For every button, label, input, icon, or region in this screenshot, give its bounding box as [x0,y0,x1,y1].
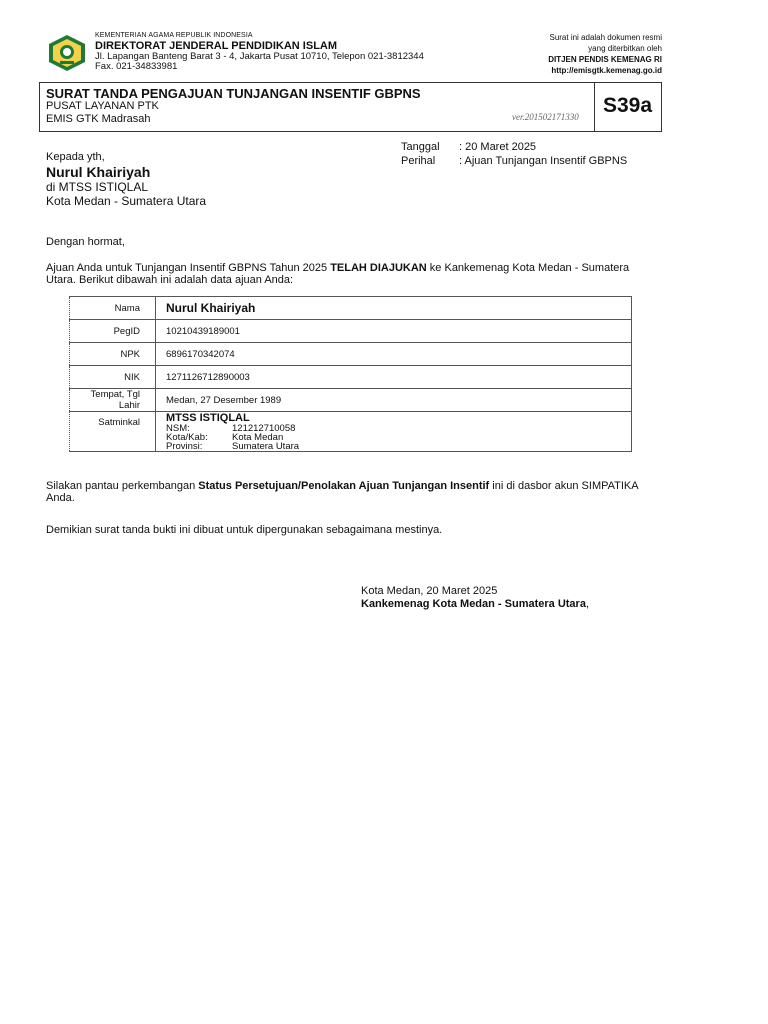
office-name: Kankemenag Kota Medan - Sumatera Utara [361,598,586,610]
submission-data-table [69,296,632,452]
closing-paragraph: Demikian surat tanda bukti ini dibuat untuk dipergunakan sebagaimana mestinya. [46,524,443,536]
kemenag-logo-icon [46,34,88,72]
provinsi-label: Provinsi: [166,441,203,452]
recipient-institution: di MTSS ISTIQLAL [46,180,149,194]
intro-text: Ajuan Anda untuk Tunjangan Insentif GBPNS Tahun 2025 [46,262,331,274]
provinsi-value: Sumatera Utara [232,441,300,452]
address-line: Jl. Lapangan Banteng Barat 3 - 4, Jakarta Pusat 10710, Telepon 021-3812344 [95,51,424,62]
table-row-satminkal [70,412,632,452]
table-row [70,320,632,343]
satminkal-value [156,412,632,452]
date-label: Tanggal [401,141,440,153]
intro-text: Utara. Berikut dibawah ini adalah data ajuan Anda: [46,274,294,286]
official-issuer: DITJEN PENDIS KEMENAG RI [548,55,662,64]
date-value: : 20 Maret 2025 [459,141,537,153]
official-line: yang diterbitkan oleh [588,44,662,53]
monitor-text: Silakan pantau perkembangan [46,480,199,492]
table-row [70,366,632,389]
nsm-value: 121212710058 [232,423,296,434]
official-line: Surat ini adalah dokumen resmi [549,33,662,42]
monitor-text: Anda. [46,492,75,504]
signature-office [361,598,589,610]
status-emphasis: Status Persetujuan/Penolakan Ajuan Tunjangan Insentif [198,480,490,492]
recipient-location: Kota Medan - Sumatera Utara [46,194,207,208]
row-label: NPK [70,343,156,366]
row-label: Nama [70,297,156,320]
row-value-name: Nurul Khairiyah [156,297,632,320]
fax-line: Fax. 021-34833981 [95,61,178,72]
document-version: ver.201502171330 [512,112,579,122]
document-title: SURAT TANDA PENGAJUAN TUNJANGAN INSENTIF GBPNS [46,86,421,101]
recipient-intro: Kepada yth, [46,151,105,163]
directorate-address [95,52,424,72]
greeting: Dengan hormat, [46,236,125,248]
row-label: PegID [70,320,156,343]
document-subtitle-2: EMIS GTK Madrasah [46,113,151,125]
signature-city-date: Kota Medan, 20 Maret 2025 [361,585,498,597]
official-notice [548,32,662,76]
ministry-name: KEMENTERIAN AGAMA REPUBLIK INDONESIA [95,32,253,39]
recipient-name: Nurul Khairiyah [46,164,151,180]
table-row [70,343,632,366]
subject-label: Perihal [401,155,436,167]
table-row [70,389,632,412]
row-label: Satminkal [70,412,156,452]
directorate-name: DIREKTORAT JENDERAL PENDIDIKAN ISLAM [95,40,338,52]
form-code: S39a [603,94,653,117]
row-value: Medan, 27 Desember 1989 [156,389,632,412]
intro-paragraph [46,262,666,286]
document-subtitle: PUSAT LAYANAN PTK [46,100,159,112]
row-label: Tempat, Tgl Lahir [70,389,156,412]
satminkal-provinsi [166,442,631,451]
row-value: 10210439189001 [156,320,632,343]
monitoring-paragraph [46,480,666,504]
kota-label: Kota/Kab: [166,432,208,443]
table-row [70,297,632,320]
satminkal-name: MTSS ISTIQLAL [166,412,250,424]
official-url: http://emisgtk.kemenag.go.id [551,66,662,75]
row-value: 6896170342074 [156,343,632,366]
monitor-text: ini di dasbor akun SIMPATIKA [489,480,639,492]
kota-value: Kota Medan [232,432,284,443]
status-emphasis: TELAH DIAJUKAN [330,262,427,274]
intro-text: ke Kankemenag Kota Medan - Sumatera [426,262,630,274]
nsm-label: NSM: [166,423,190,434]
office-suffix: , [585,598,590,610]
row-label: NIK [70,366,156,389]
subject-value: : Ajuan Tunjangan Insentif GBPNS [459,155,628,167]
row-value: 1271126712890003 [156,366,632,389]
